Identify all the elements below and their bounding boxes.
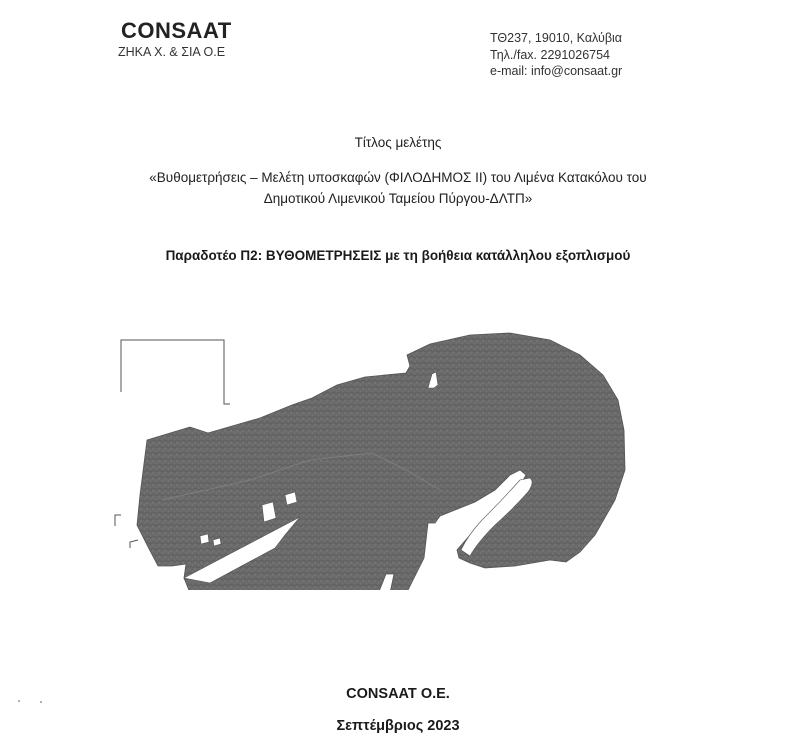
phone-line: Τηλ./fax. 2291026754	[490, 47, 611, 62]
footer-company: CONSAAT O.E.	[346, 686, 450, 702]
footer-date: Σεπτέμβριος 2023	[336, 718, 460, 734]
deliverable-heading: Παραδοτέο Π2: ΒΥΘΟΜΕΤΡΗΣΕΙΣ με τη βοήθεια κατάλληλου εξοπλισμού	[165, 248, 631, 263]
study-title-label: Τίτλος μελέτης	[354, 135, 442, 150]
email-line: e-mail: info@consaat.gr	[490, 64, 623, 78]
study-title-line-1: «Βυθομετρήσεις – Μελέτη υποσκαφών (ΦΙΛΟΔΗΜΟΣ ΙΙ) του Λιμένα Κατακόλου του	[149, 170, 647, 185]
address-line: ΤΘ237, 19010, Καλύβια	[490, 31, 623, 45]
study-title	[0, 167, 796, 209]
bathymetry-map-image	[110, 330, 650, 590]
contact-block	[490, 30, 622, 80]
study-title-line-2: Δημοτικού Λιμενικού Ταμείου Πύργου-ΔΛΤΠ»	[263, 191, 533, 206]
company-subtitle: ΖΗΚΑ Χ. & ΣΙΑ Ο.Ε	[118, 45, 226, 59]
company-name: CONSAAT	[121, 18, 232, 43]
survey-area-shape	[137, 333, 625, 590]
